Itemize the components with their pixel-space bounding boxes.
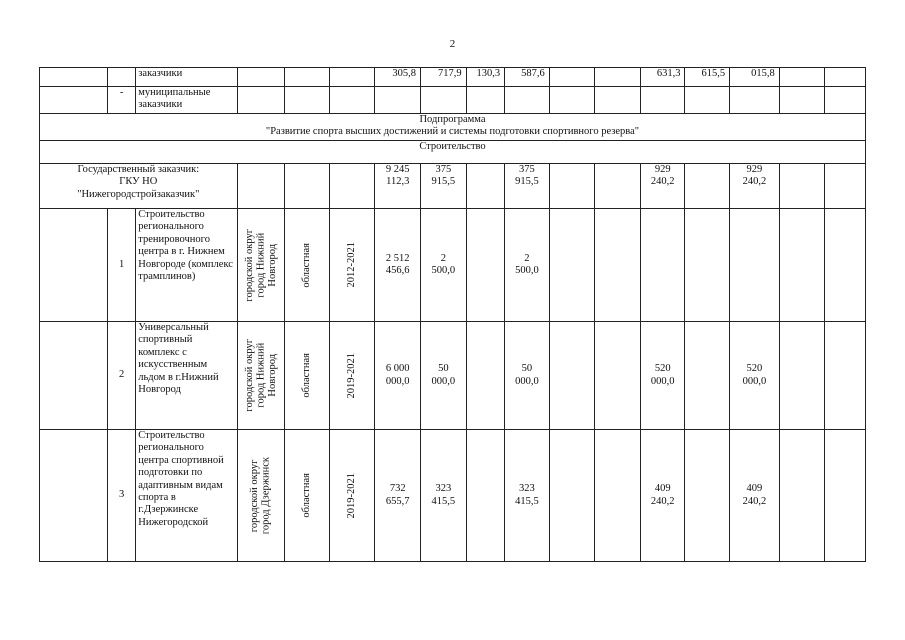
table-row-item <box>40 322 866 430</box>
row-dash: - <box>107 87 135 114</box>
item-period: 2012-2021 <box>329 209 375 322</box>
item-location: городской округ город Нижний Новгород <box>237 209 285 322</box>
item-budget: областная <box>285 430 330 562</box>
cell-value: 615,5 <box>685 68 730 87</box>
item-number: 1 <box>107 209 135 322</box>
item-location: городской округ город Дзержинск <box>237 430 285 562</box>
item-number: 3 <box>107 430 135 562</box>
row-label: муниципальные заказчики <box>136 87 237 114</box>
cell-value: 520 000,0 <box>640 322 685 430</box>
table-row-municipal <box>40 87 866 114</box>
table-row-item <box>40 209 866 322</box>
item-budget: областная <box>285 209 330 322</box>
cell-total: 305,8 <box>375 68 421 87</box>
cell-value: 130,3 <box>466 68 505 87</box>
cell-value: 015,8 <box>730 68 780 87</box>
cell-value: 929 240,2 <box>640 164 685 209</box>
subprogram-name: "Развитие спорта высших достижений и системы подготовки спортивного резерва" <box>265 126 640 138</box>
item-period: 2019-2021 <box>329 430 375 562</box>
table-row-item <box>40 430 866 562</box>
cell-value: 717,9 <box>421 68 467 87</box>
item-name: Строительство регионального тренировочного центра в г. Нижнем Новгороде (комплекс трамплинов) <box>136 209 237 322</box>
row-label: заказчики <box>136 68 237 87</box>
cell-value: 2 500,0 <box>505 209 550 322</box>
cell-value: 323 415,5 <box>421 430 467 562</box>
cell-total: 732 655,7 <box>375 430 421 562</box>
item-period: 2019-2021 <box>329 322 375 430</box>
cell-value: 409 240,2 <box>730 430 780 562</box>
cell-total: 9 245 112,3 <box>375 164 421 209</box>
table-row-subprogram <box>40 114 866 141</box>
cell-value: 520 000,0 <box>730 322 780 430</box>
item-name: Строительство регионального центра спортивной подготовки по адаптивным видам спорта в г.Дзержинске Нижегородской <box>136 430 237 562</box>
cell-value <box>640 209 685 322</box>
item-location: городской округ город Нижний Новгород <box>237 322 285 430</box>
cell-value: 375 915,5 <box>421 164 467 209</box>
item-number: 2 <box>107 322 135 430</box>
cell-value: 50 000,0 <box>421 322 467 430</box>
subprogram-header <box>40 114 866 141</box>
section-header: Строительство <box>40 141 866 164</box>
cell-value: 587,6 <box>505 68 550 87</box>
cell-value: 2 500,0 <box>421 209 467 322</box>
item-name: Универсальный спортивный комплекс с искусственным льдом в г.Нижний Новгород <box>136 322 237 430</box>
table-row-state-customer <box>40 164 866 209</box>
budget-table <box>39 67 866 562</box>
cell-total: 2 512 456,6 <box>375 209 421 322</box>
cell-value: 409 240,2 <box>640 430 685 562</box>
cell-value: 929 240,2 <box>730 164 780 209</box>
cell-total: 6 000 000,0 <box>375 322 421 430</box>
state-customer-label: Государственный заказчик: ГКУ НО "Нижегородстройзаказчик" <box>40 164 238 209</box>
item-budget: областная <box>285 322 330 430</box>
table-row-customers <box>40 68 866 87</box>
table-row-construction <box>40 141 866 164</box>
cell-value <box>730 209 780 322</box>
page-number: 2 <box>449 38 456 50</box>
cell-value: 375 915,5 <box>505 164 550 209</box>
subprogram-title: Подпрограмма <box>419 114 486 125</box>
cell-value: 50 000,0 <box>505 322 550 430</box>
cell-value: 323 415,5 <box>505 430 550 562</box>
cell-value: 631,3 <box>640 68 685 87</box>
